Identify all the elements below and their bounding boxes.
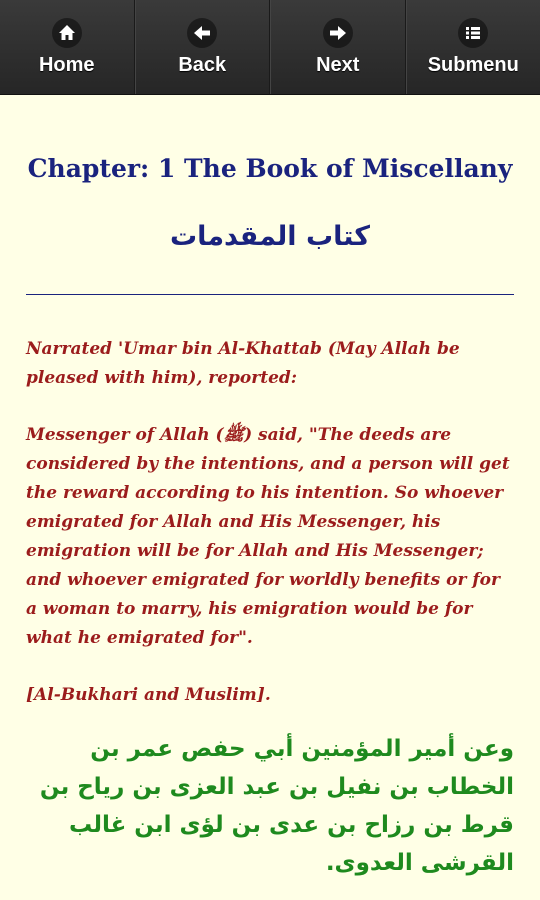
title-divider (26, 294, 514, 295)
home-icon (52, 18, 82, 48)
home-label: Home (38, 53, 95, 76)
arrow-left-icon (187, 18, 217, 48)
next-label: Next (316, 53, 360, 76)
hadith-text: Messenger of Allah (ﷺ) said, "The deeds are considered by the intentions, and a person will get the reward according to his intention. So whoever emigrated for Allah and His Messenger, his emigration will be for Allah and His Messenger; and whoever emigrated for worldly benefits or for a woman to marry, his emigration would be for what he emigrated for". (26, 425, 510, 648)
arrow-right-icon (323, 18, 353, 48)
back-button[interactable] (135, 0, 271, 94)
hadith-arabic-text: وعن أمير المؤمنين أبي حفص عمر بن الخطاب بن نفيل بن عبد العزى بن رياح بن قرط بن رزاح بن عدى بن لؤى ابن غالب القرشى العدوى. (39, 736, 514, 876)
chapter-title: Chapter: 1 The Book of Miscellany (27, 154, 513, 183)
list-icon (458, 18, 488, 48)
chapter-arabic-title: كتاب المقدمات (170, 221, 370, 252)
submenu-label: Submenu (427, 53, 519, 76)
back-label: Back (178, 53, 227, 76)
next-button[interactable] (270, 0, 406, 94)
hadith-content (26, 94, 514, 882)
top-navbar (0, 0, 540, 95)
hadith-reference: [Al-Bukhari and Muslim]. (26, 685, 271, 705)
home-button[interactable] (0, 0, 135, 94)
hadith-narrator: Narrated 'Umar bin Al-Khattab (May Allah be pleased with him), reported: (26, 339, 460, 388)
submenu-button[interactable] (406, 0, 540, 94)
